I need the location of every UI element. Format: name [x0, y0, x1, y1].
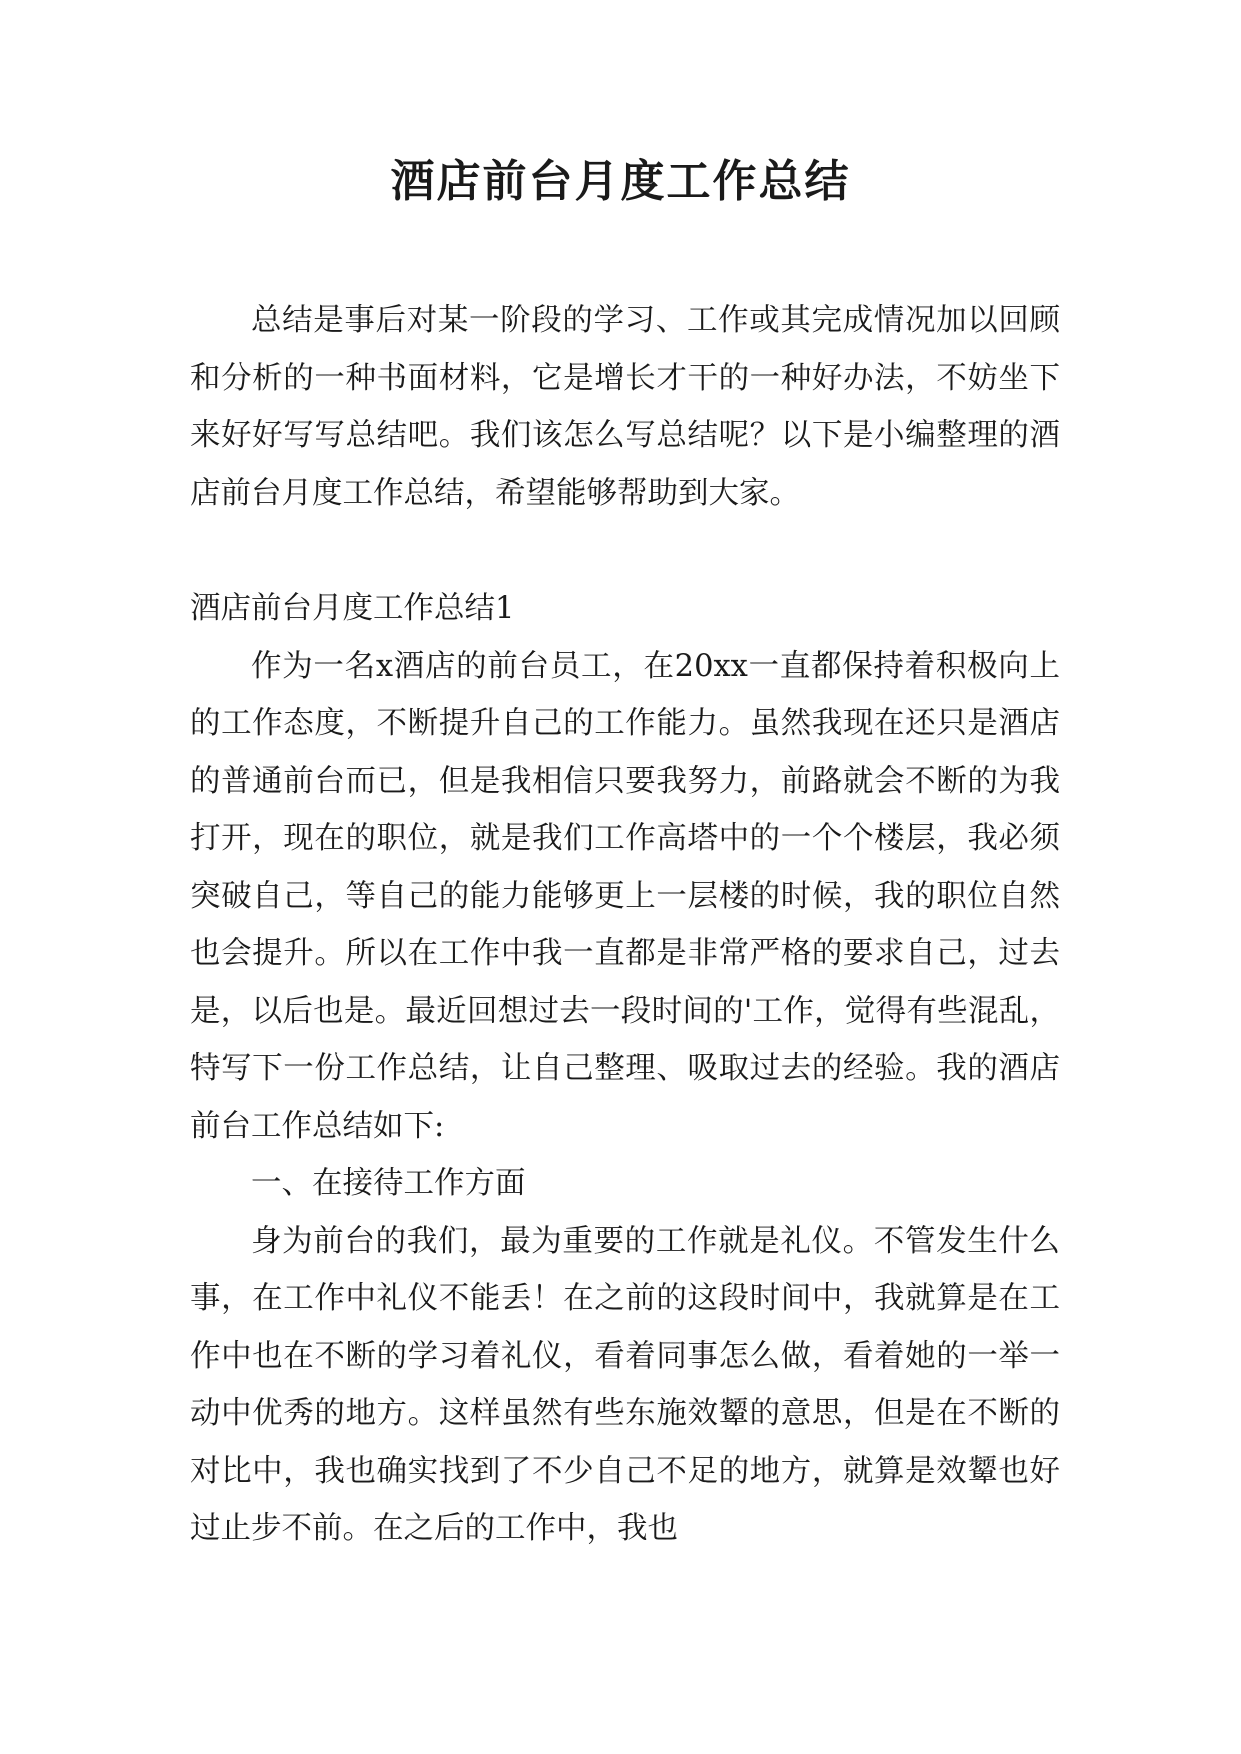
body-paragraph: 身为前台的我们，最为重要的工作就是礼仪。不管发生什么事，在工作中礼仪不能丢！在之前的这段时间中，我就算是在工作中也在不断的学习着礼仪，看着同事怎么做，看着她的一举一动中优秀的地方。这样虽然有些东施效颦的意思，但是在不断的对比中，我也确实找到了不少自己不足的地方，就算是效颦也好过止步不前。在之后的工作中，我也: [190, 1223, 1060, 1546]
subheading: 一、在接待工作方面: [251, 1166, 526, 1201]
section-heading: 酒店前台月度工作总结1: [190, 591, 515, 626]
body-paragraph: 作为一名x酒店的前台员工，在20xx一直都保持着积极向上的工作态度，不断提升自己的工作能力。虽然我现在还只是酒店的普通前台而已，但是我相信只要我努力，前路就会不断的为我打开，现在的职位，就是我们工作高塔中的一个个楼层，我必须突破自己，等自己的能力能够更上一层楼的时候，我的职位自然也会提升。所以在工作中我一直都是非常严格的要求自己，过去是，以后也是。最近回想过去一段时间的'工作，觉得有些混乱，特写下一份工作总结，让自己整理、吸取过去的经验。我的酒店前台工作总结如下:: [190, 648, 1060, 1144]
document-title: 酒店前台月度工作总结: [390, 156, 851, 207]
intro-block: [190, 292, 1060, 522]
intro-paragraph: 总结是事后对某一阶段的学习、工作或其完成情况加以回顾和分析的一种书面材料，它是增长才干的一种好办法，不妨坐下来好好写写总结吧。我们该怎么写总结呢？以下是小编整理的酒店前台月度工作总结，希望能够帮助到大家。: [190, 303, 1060, 511]
section-1: [190, 580, 1060, 1558]
